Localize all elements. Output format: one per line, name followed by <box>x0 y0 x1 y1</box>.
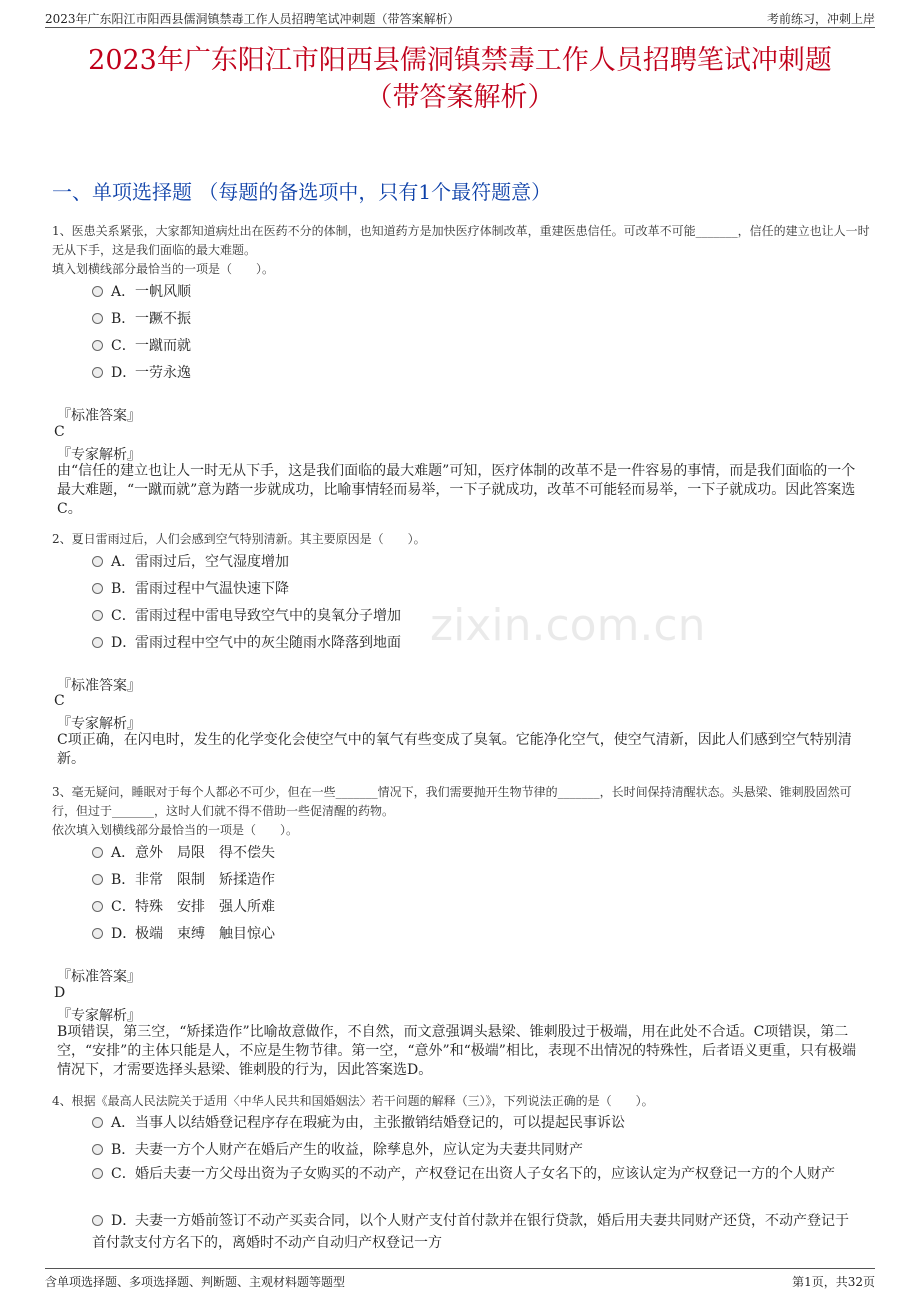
question-4-stem <box>52 1092 870 1111</box>
radio-icon[interactable] <box>92 847 103 858</box>
radio-icon[interactable] <box>92 286 103 297</box>
question-stem-text: 2、夏日雷雨过后，人们会感到空气特别清新。其主要原因是（ ）。 <box>52 532 426 546</box>
radio-icon[interactable] <box>92 874 103 885</box>
question-2-answer: C <box>54 693 65 709</box>
question-2-option-c[interactable]: C．雷雨过程中雷电导致空气中的臭氧分子增加 <box>92 603 862 629</box>
answer-label: 『标准答案』 <box>57 969 141 985</box>
radio-icon[interactable] <box>92 1117 103 1128</box>
question-stem-text: 1、医患关系紧张，大家都知道病灶出在医药不分的体制，也知道药方是加快医疗体制改革，重建医患信任。可改革不可能_______，信任的建立也让人一时无从下手，这是我们面临的最大难题。 <box>52 224 870 257</box>
title-line-1: 2023年广东阳江市阳西县儒洞镇禁毒工作人员招聘笔试冲刺题 <box>88 45 832 76</box>
footer-divider <box>45 1268 875 1269</box>
radio-icon[interactable] <box>92 340 103 351</box>
footer-question-types: 含单项选择题、多项选择题、判断题、主观材料题等题型 <box>45 1275 346 1289</box>
radio-icon[interactable] <box>92 1168 103 1179</box>
question-1-option-d[interactable]: D．一劳永逸 <box>92 360 862 386</box>
question-3-analysis: B项错误，第三空，“矫揉造作”比喻故意做作，不自然，而文意强调头悬梁、锥刺股过于极端，用在此处不合适。C项错误，第二空，“安排”的主体只能是人，不应是生物节律。第一空，“意外”和“极端”相比，表现不出情况的特殊性，后者语义更重，只有极端情况下，才需要选择头悬梁、锥刺股的行为，因此答案选D。 <box>57 1024 856 1078</box>
question-1-answer: C <box>54 424 65 440</box>
question-2-option-b[interactable]: B．雷雨过程中气温快速下降 <box>92 576 862 602</box>
question-1-analysis: 由“信任的建立也让人一时无从下手，这是我们面临的最大难题”可知，医疗体制的改革不是一件容易的事情，而是我们面临的一个最大难题，“一蹴而就”意为踏一步就成功，比喻事情轻而易举，一下子就成功，改革不可能轻而易举，一下子就成功。因此答案选C。 <box>57 463 856 517</box>
question-4-option-b[interactable]: B．夫妻一方个人财产在婚后产生的收益，除孳息外，应认定为夫妻共同财产 <box>92 1137 862 1163</box>
analysis-label: 『专家解析』 <box>57 1008 141 1024</box>
radio-icon[interactable] <box>92 637 103 648</box>
question-stem-text: 4、根据《最高人民法院关于适用〈中华人民共和国婚姻法〉若干问题的解释（三）》，下列说法正确的是（ ）。 <box>52 1094 654 1108</box>
question-1-option-b[interactable]: B．一蹶不振 <box>92 306 862 332</box>
radio-icon[interactable] <box>92 313 103 324</box>
radio-icon[interactable] <box>92 556 103 567</box>
watermark: zixin.com.cn <box>430 600 706 651</box>
question-1-option-c[interactable]: C．一蹴而就 <box>92 333 862 359</box>
question-3-option-c[interactable]: C．特殊 安排 强人所难 <box>92 894 862 920</box>
analysis-label: 『专家解析』 <box>57 716 141 732</box>
radio-icon[interactable] <box>92 1144 103 1155</box>
question-stem-text: 3、毫无疑问，睡眠对于每个人都必不可少，但在一些_______情况下，我们需要抛开生物节律的_______，长时间保持清醒状态。头悬梁、锥刺股固然可行，但过于_______，这时人们就不得不借助一些促清醒的药物。 <box>52 785 852 818</box>
answer-label: 『标准答案』 <box>57 678 141 694</box>
answer-label: 『标准答案』 <box>57 408 141 424</box>
footer-page-number: 第1页，共32页 <box>792 1275 875 1289</box>
question-2-option-d[interactable]: D．雷雨过程中空气中的灰尘随雨水降落到地面 <box>92 630 862 656</box>
question-3-option-d[interactable]: D．极端 束缚 触目惊心 <box>92 921 862 947</box>
question-2-stem <box>52 530 870 549</box>
title-line-2: （带答案解析） <box>365 82 555 113</box>
header-divider <box>45 27 875 28</box>
analysis-label: 『专家解析』 <box>57 447 141 463</box>
section-heading: 一、单项选择题 （每题的备选项中，只有1个最符题意） <box>52 180 552 204</box>
question-2-analysis: C项正确，在闪电时，发生的化学变化会使空气中的氧气有些变成了臭氧。它能净化空气，使空气清新，因此人们感到空气特别清新。 <box>57 732 852 767</box>
question-prompt-text: 依次填入划横线部分最恰当的一项是（ ）。 <box>52 823 299 837</box>
radio-icon[interactable] <box>92 1215 103 1226</box>
question-3-answer: D <box>54 985 66 1001</box>
question-4-option-a[interactable]: A．当事人以结婚登记程序存在瑕疵为由，主张撤销结婚登记的，可以提起民事诉讼 <box>92 1110 862 1136</box>
question-1-option-a[interactable]: A．一帆风顺 <box>92 279 862 305</box>
radio-icon[interactable] <box>92 610 103 621</box>
radio-icon[interactable] <box>92 583 103 594</box>
question-prompt-text: 填入划横线部分最恰当的一项是（ ）。 <box>52 262 275 276</box>
radio-icon[interactable] <box>92 901 103 912</box>
radio-icon[interactable] <box>92 367 103 378</box>
question-3-stem <box>52 783 870 840</box>
radio-icon[interactable] <box>92 928 103 939</box>
question-2-option-a[interactable]: A．雷雨过后，空气湿度增加 <box>92 549 862 575</box>
question-4-option-d[interactable]: D．夫妻一方婚前签订不动产买卖合同，以个人财产支付首付款并在银行贷款，婚后用夫妻共同财产还贷，不动产登记于首付款支付方名下的，离婚时不动产自动归产权登记一方 <box>92 1213 849 1251</box>
question-3-option-b[interactable]: B．非常 限制 矫揉造作 <box>92 867 862 893</box>
header-doc-title: 2023年广东阳江市阳西县儒洞镇禁毒工作人员招聘笔试冲刺题（带答案解析） <box>45 12 460 26</box>
question-4-option-c[interactable]: C．婚后夫妻一方父母出资为子女购买的不动产，产权登记在出资人子女名下的，应该认定为产权登记一方的个人财产 <box>92 1163 862 1185</box>
header-slogan: 考前练习，冲刺上岸 <box>766 12 875 26</box>
question-3-option-a[interactable]: A．意外 局限 得不偿失 <box>92 840 862 866</box>
page-header <box>0 0 920 30</box>
document-title <box>45 42 875 116</box>
question-1-stem <box>52 222 870 279</box>
